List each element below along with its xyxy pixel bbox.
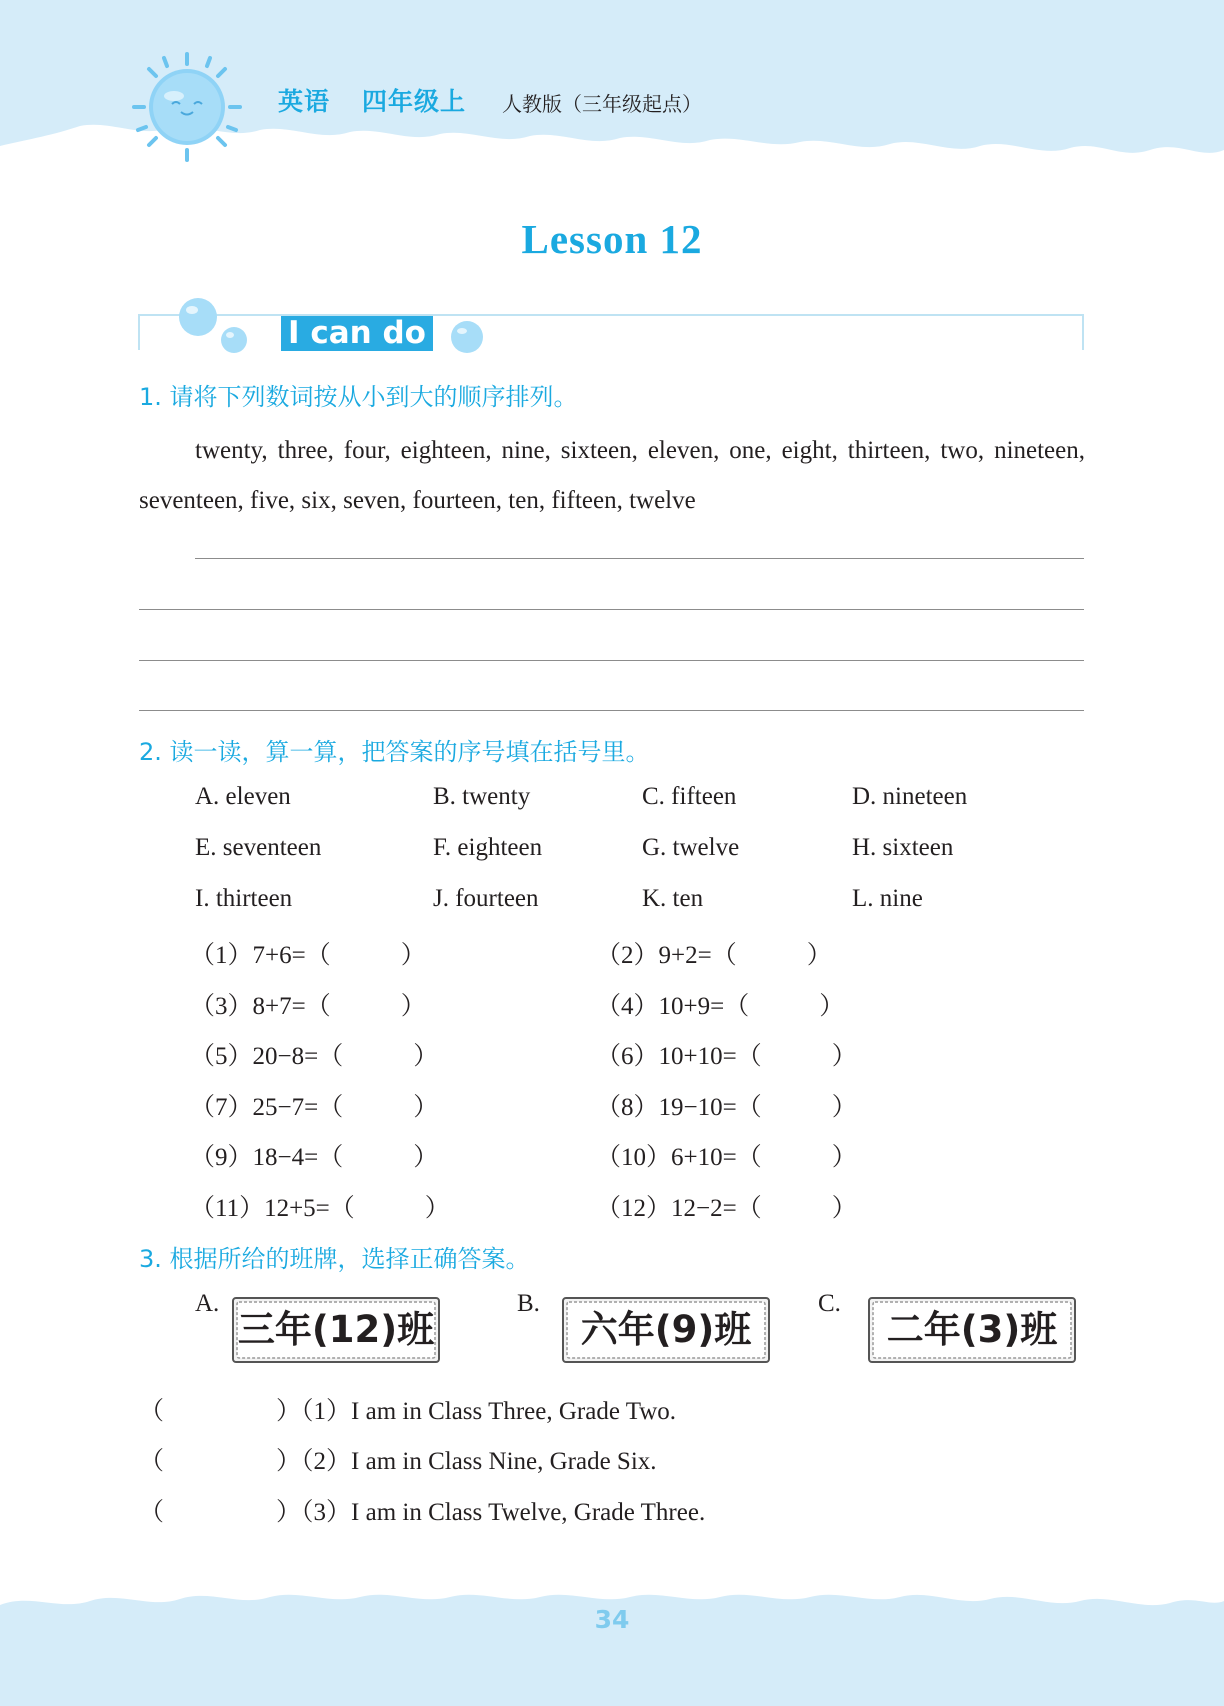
class-sign-c <box>867 1296 1077 1364</box>
lesson-title: Lesson 12 <box>521 216 703 262</box>
calc-item-5: （5）20−8=（ ） <box>190 1043 439 1070</box>
option-l: L. nine <box>852 885 923 912</box>
answer-line <box>195 558 1084 559</box>
statement-2: （ ）（2）I am in Class Nine, Grade Six. <box>139 1448 657 1475</box>
calc-item-1: （1）7+6=（ ） <box>190 942 426 969</box>
option-g: G. twelve <box>642 834 740 861</box>
statement-1: （ ）（1）I am in Class Three, Grade Two. <box>139 1398 677 1425</box>
calc-item-11: （11）12+5=（ ） <box>190 1195 450 1222</box>
sign-a-text: 三年(12)班 <box>237 1308 435 1351</box>
sign-c-label: C. <box>818 1290 841 1317</box>
option-f: F. eighteen <box>433 834 543 861</box>
question-2-title: 2. 读一读，算一算，把答案的序号填在括号里。 <box>139 738 650 766</box>
section-tag: I can do <box>281 316 433 351</box>
question-1-word-list: twenty, three, four, eighteen, nine, sixteen, eleven, one, eight, thirteen, two, nineteen, seventeen, five, six, seven, fourteen, ten, fifteen, twelve <box>139 437 1085 514</box>
option-e: E. seventeen <box>195 834 322 861</box>
statement-3: （ ）（3）I am in Class Twelve, Grade Three. <box>139 1499 706 1526</box>
calc-item-4: （4）10+9=（ ） <box>596 993 845 1020</box>
calc-item-6: （6）10+10=（ ） <box>596 1043 857 1070</box>
option-a: A. eleven <box>195 783 291 810</box>
header-subject: 英语 <box>278 87 331 116</box>
calc-item-8: （8）19−10=（ ） <box>596 1094 857 1121</box>
header-grade: 四年级上 <box>362 87 467 116</box>
class-sign-a <box>231 1296 441 1364</box>
sign-c-text: 二年(3)班 <box>886 1308 1058 1351</box>
sun-mascot-icon <box>132 52 242 162</box>
calc-item-12: （12）12−2=（ ） <box>596 1195 857 1222</box>
option-i: I. thirteen <box>195 885 293 912</box>
calc-item-9: （9）18−4=（ ） <box>190 1144 439 1171</box>
question-3-title: 3. 根据所给的班牌，选择正确答案。 <box>139 1245 530 1273</box>
option-d: D. nineteen <box>852 783 968 810</box>
option-c: C. fifteen <box>642 783 737 810</box>
option-b: B. twenty <box>433 783 531 810</box>
class-sign-b <box>561 1296 771 1364</box>
calc-item-3: （3）8+7=（ ） <box>190 993 426 1020</box>
footer-cloud-background <box>0 1585 1224 1706</box>
sign-b-text: 六年(9)班 <box>580 1308 752 1351</box>
answer-line <box>139 710 1084 711</box>
answer-line <box>139 609 1084 610</box>
calc-item-2: （2）9+2=（ ） <box>596 942 832 969</box>
option-j: J. fourteen <box>433 885 539 912</box>
page-number: 34 <box>594 1605 630 1634</box>
header-edition: 人教版（三年级起点） <box>502 92 702 116</box>
question-1-title: 1. 请将下列数词按从小到大的顺序排列。 <box>139 383 578 411</box>
calc-item-7: （7）25−7=（ ） <box>190 1094 439 1121</box>
calc-item-10: （10）6+10=（ ） <box>596 1144 857 1171</box>
option-k: K. ten <box>642 885 704 912</box>
answer-line <box>139 660 1084 661</box>
sign-a-label: A. <box>195 1290 220 1317</box>
option-h: H. sixteen <box>852 834 954 861</box>
sign-b-label: B. <box>517 1290 540 1317</box>
